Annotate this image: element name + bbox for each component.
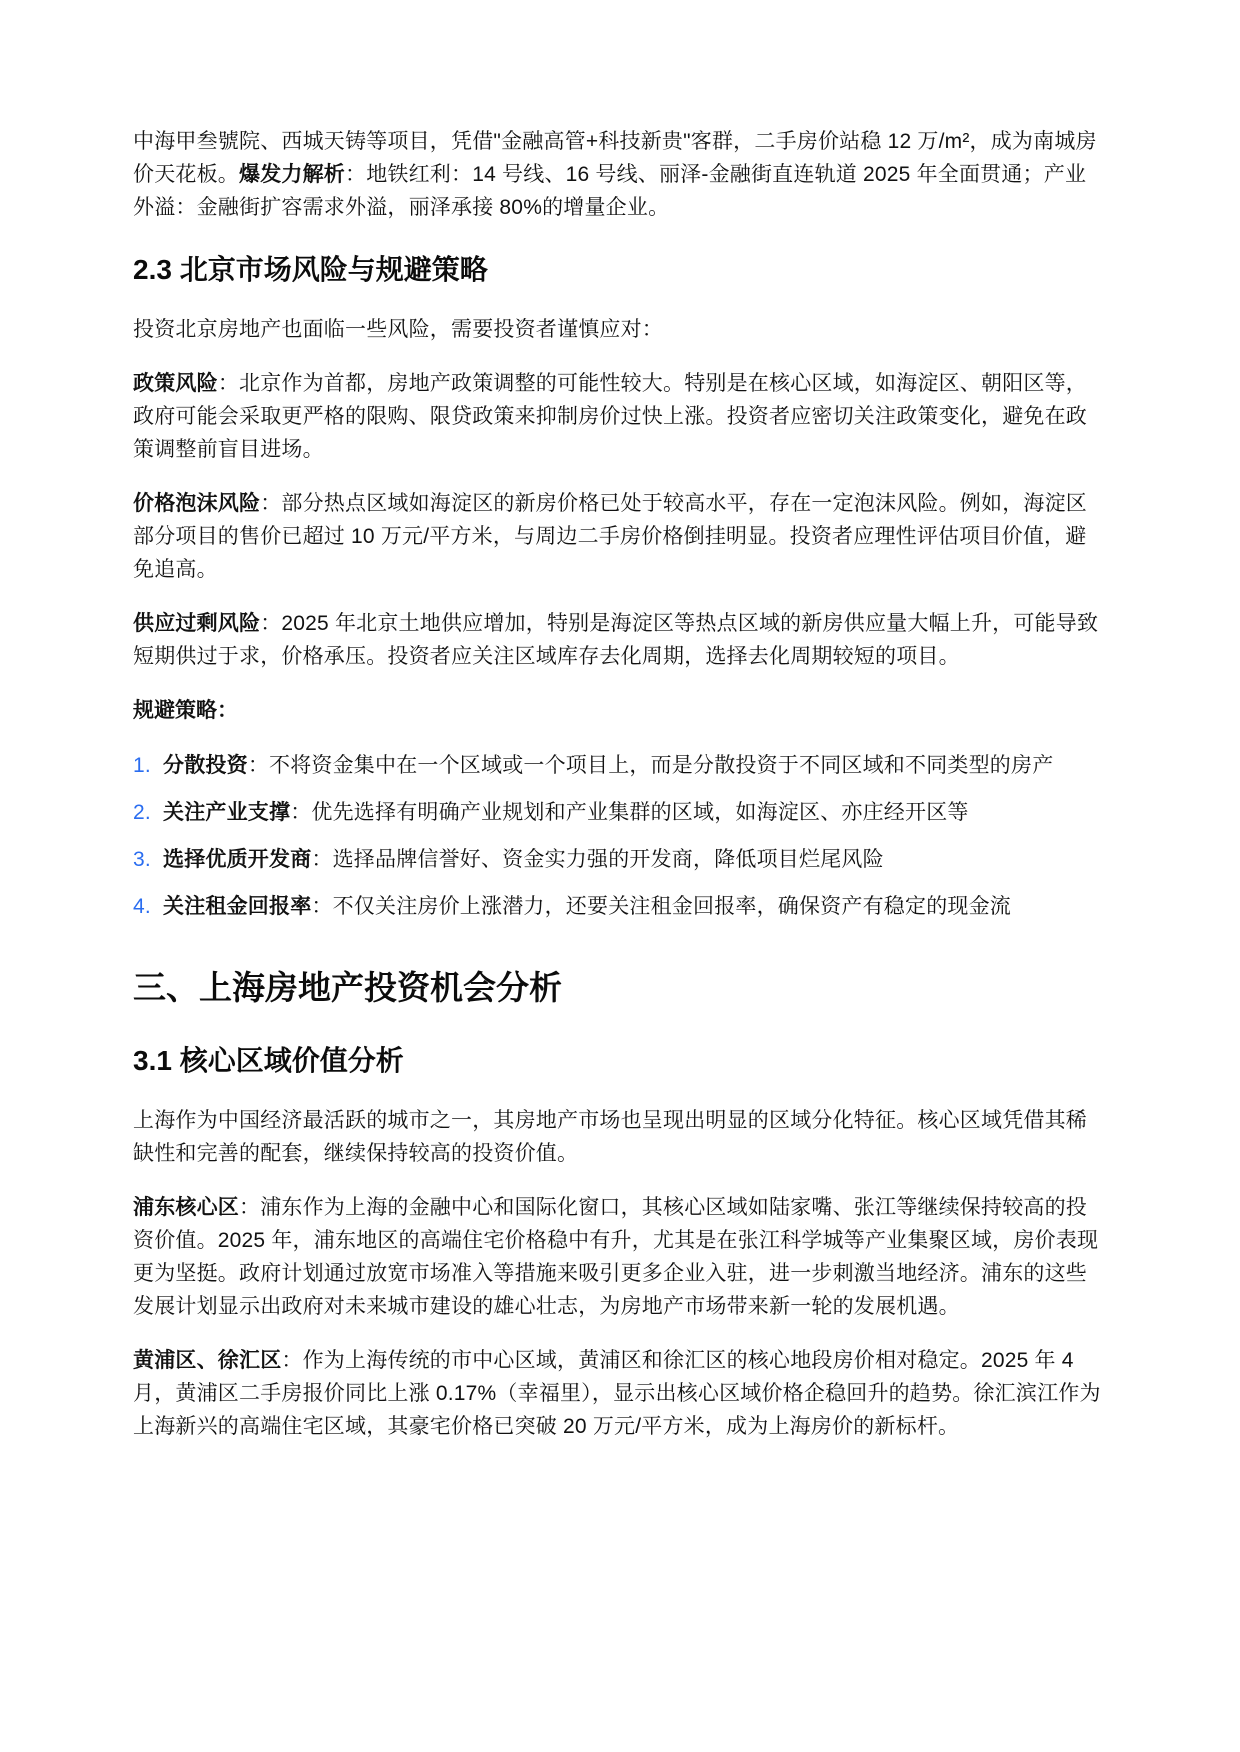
list-item-body	[163, 749, 1105, 782]
risk-lead: 供应过剩风险	[133, 612, 261, 635]
strategy-lead: 选择优质开发商	[163, 848, 312, 871]
strategy-list	[133, 749, 1105, 923]
continued-paragraph-pre: 中海甲叁號院、西城天铸等项目，凭借"金融高管+科技新贵"客群，二手房价站稳 12 万/m²，成为南城房价天花板。	[133, 130, 1097, 186]
area-paragraph-huangpu-xuhui	[133, 1344, 1105, 1443]
risk-text: ：2025 年北京土地供应增加，特别是海淀区等热点区域的新房供应量大幅上升，可能导致短期供过于求，价格承压。投资者应关注区域库存去化周期，选择去化周期较短的项目。	[133, 612, 1099, 668]
list-item-body	[163, 796, 1105, 829]
strategy-item-industry	[133, 796, 1105, 829]
continued-paragraph	[133, 125, 1105, 224]
area-lead: 黄浦区、徐汇区	[133, 1349, 282, 1372]
strategy-text: ：不将资金集中在一个区域或一个项目上，而是分散投资于不同区域和不同类型的房产	[247, 754, 1054, 777]
risk-paragraph-oversupply	[133, 607, 1105, 673]
area-paragraph-pudong	[133, 1191, 1105, 1323]
list-number: 3.	[133, 848, 151, 871]
list-item-body	[163, 890, 1105, 923]
continued-paragraph-post: ：地铁红利：14 号线、16 号线、丽泽-金融街直连轨道 2025 年全面贯通；产业外溢：金融街扩容需求外溢，丽泽承接 80%的增量企业。	[133, 163, 1087, 219]
list-item-body	[163, 843, 1105, 876]
list-number: 1.	[133, 754, 151, 777]
strategy-item-developer	[133, 843, 1105, 876]
area-text: ：作为上海传统的市中心区域，黄浦区和徐汇区的核心地段房价相对稳定。2025 年 4 月，黄浦区二手房报价同比上涨 0.17%（幸福里），显示出核心区域价格企稳回升的趋势。徐汇滨江作为上海新兴的高端住宅区域，其豪宅价格已突破 20 万元/平方米，成为上海房价的新标杆。	[133, 1349, 1101, 1438]
section-heading-2-3: 2.3 北京市场风险与规避策略	[133, 254, 488, 285]
area-text: ：浦东作为上海的金融中心和国际化窗口，其核心区域如陆家嘴、张江等继续保持较高的投资价值。2025 年，浦东地区的高端住宅价格稳中有升，尤其是在张江科学城等产业集聚区域，房价表现更为坚挺。政府计划通过放宽市场准入等措施来吸引更多企业入驻，进一步刺激当地经济。浦东的这些发展计划显示出政府对未来城市建设的雄心壮志，为房地产市场带来新一轮的发展机遇。	[133, 1196, 1099, 1318]
strategy-text: ：选择品牌信誉好、资金实力强的开发商，降低项目烂尾风险	[311, 848, 884, 871]
section-heading-3-1: 3.1 核心区域价值分析	[133, 1045, 404, 1076]
strategy-text: ：优先选择有明确产业规划和产业集群的区域，如海淀区、亦庄经开区等	[290, 801, 969, 824]
strategy-item-diversify	[133, 749, 1105, 782]
strategy-lead: 分散投资	[163, 754, 248, 777]
continued-paragraph-bold-lead: 爆发力解析	[239, 163, 345, 186]
strategy-item-rental-yield	[133, 890, 1105, 923]
risk-lead: 价格泡沫风险	[133, 492, 261, 515]
list-number: 2.	[133, 801, 151, 824]
strategy-lead: 关注租金回报率	[163, 895, 312, 918]
risk-text: ：部分热点区域如海淀区的新房价格已处于较高水平，存在一定泡沫风险。例如，海淀区部分项目的售价已超过 10 万元/平方米，与周边二手房价格倒挂明显。投资者应理性评估项目价值，避免追高。	[133, 492, 1087, 581]
list-number: 4.	[133, 895, 151, 918]
strategy-lead: 关注产业支撑	[163, 801, 291, 824]
section-3-1-intro: 上海作为中国经济最活跃的城市之一，其房地产市场也呈现出明显的区域分化特征。核心区域凭借其稀缺性和完善的配套，继续保持较高的投资价值。	[133, 1109, 1087, 1165]
risk-paragraph-bubble	[133, 487, 1105, 586]
strategies-label: 规避策略：	[133, 699, 238, 722]
chapter-heading-3: 三、上海房地产投资机会分析	[133, 969, 562, 1006]
risk-lead: 政策风险	[133, 372, 218, 395]
strategy-text: ：不仅关注房价上涨潜力，还要关注租金回报率，确保资产有稳定的现金流	[311, 895, 1012, 918]
section-2-3-intro: 投资北京房地产也面临一些风险，需要投资者谨慎应对：	[133, 318, 663, 341]
report-content	[133, 125, 1105, 1464]
risk-text: ：北京作为首都，房地产政策调整的可能性较大。特别是在核心区域，如海淀区、朝阳区等，政府可能会采取更严格的限购、限贷政策来抑制房价过快上涨。投资者应密切关注政策变化，避免在政策调整前盲目进场。	[133, 372, 1088, 461]
area-lead: 浦东核心区	[133, 1196, 239, 1219]
risk-paragraph-policy	[133, 367, 1105, 466]
